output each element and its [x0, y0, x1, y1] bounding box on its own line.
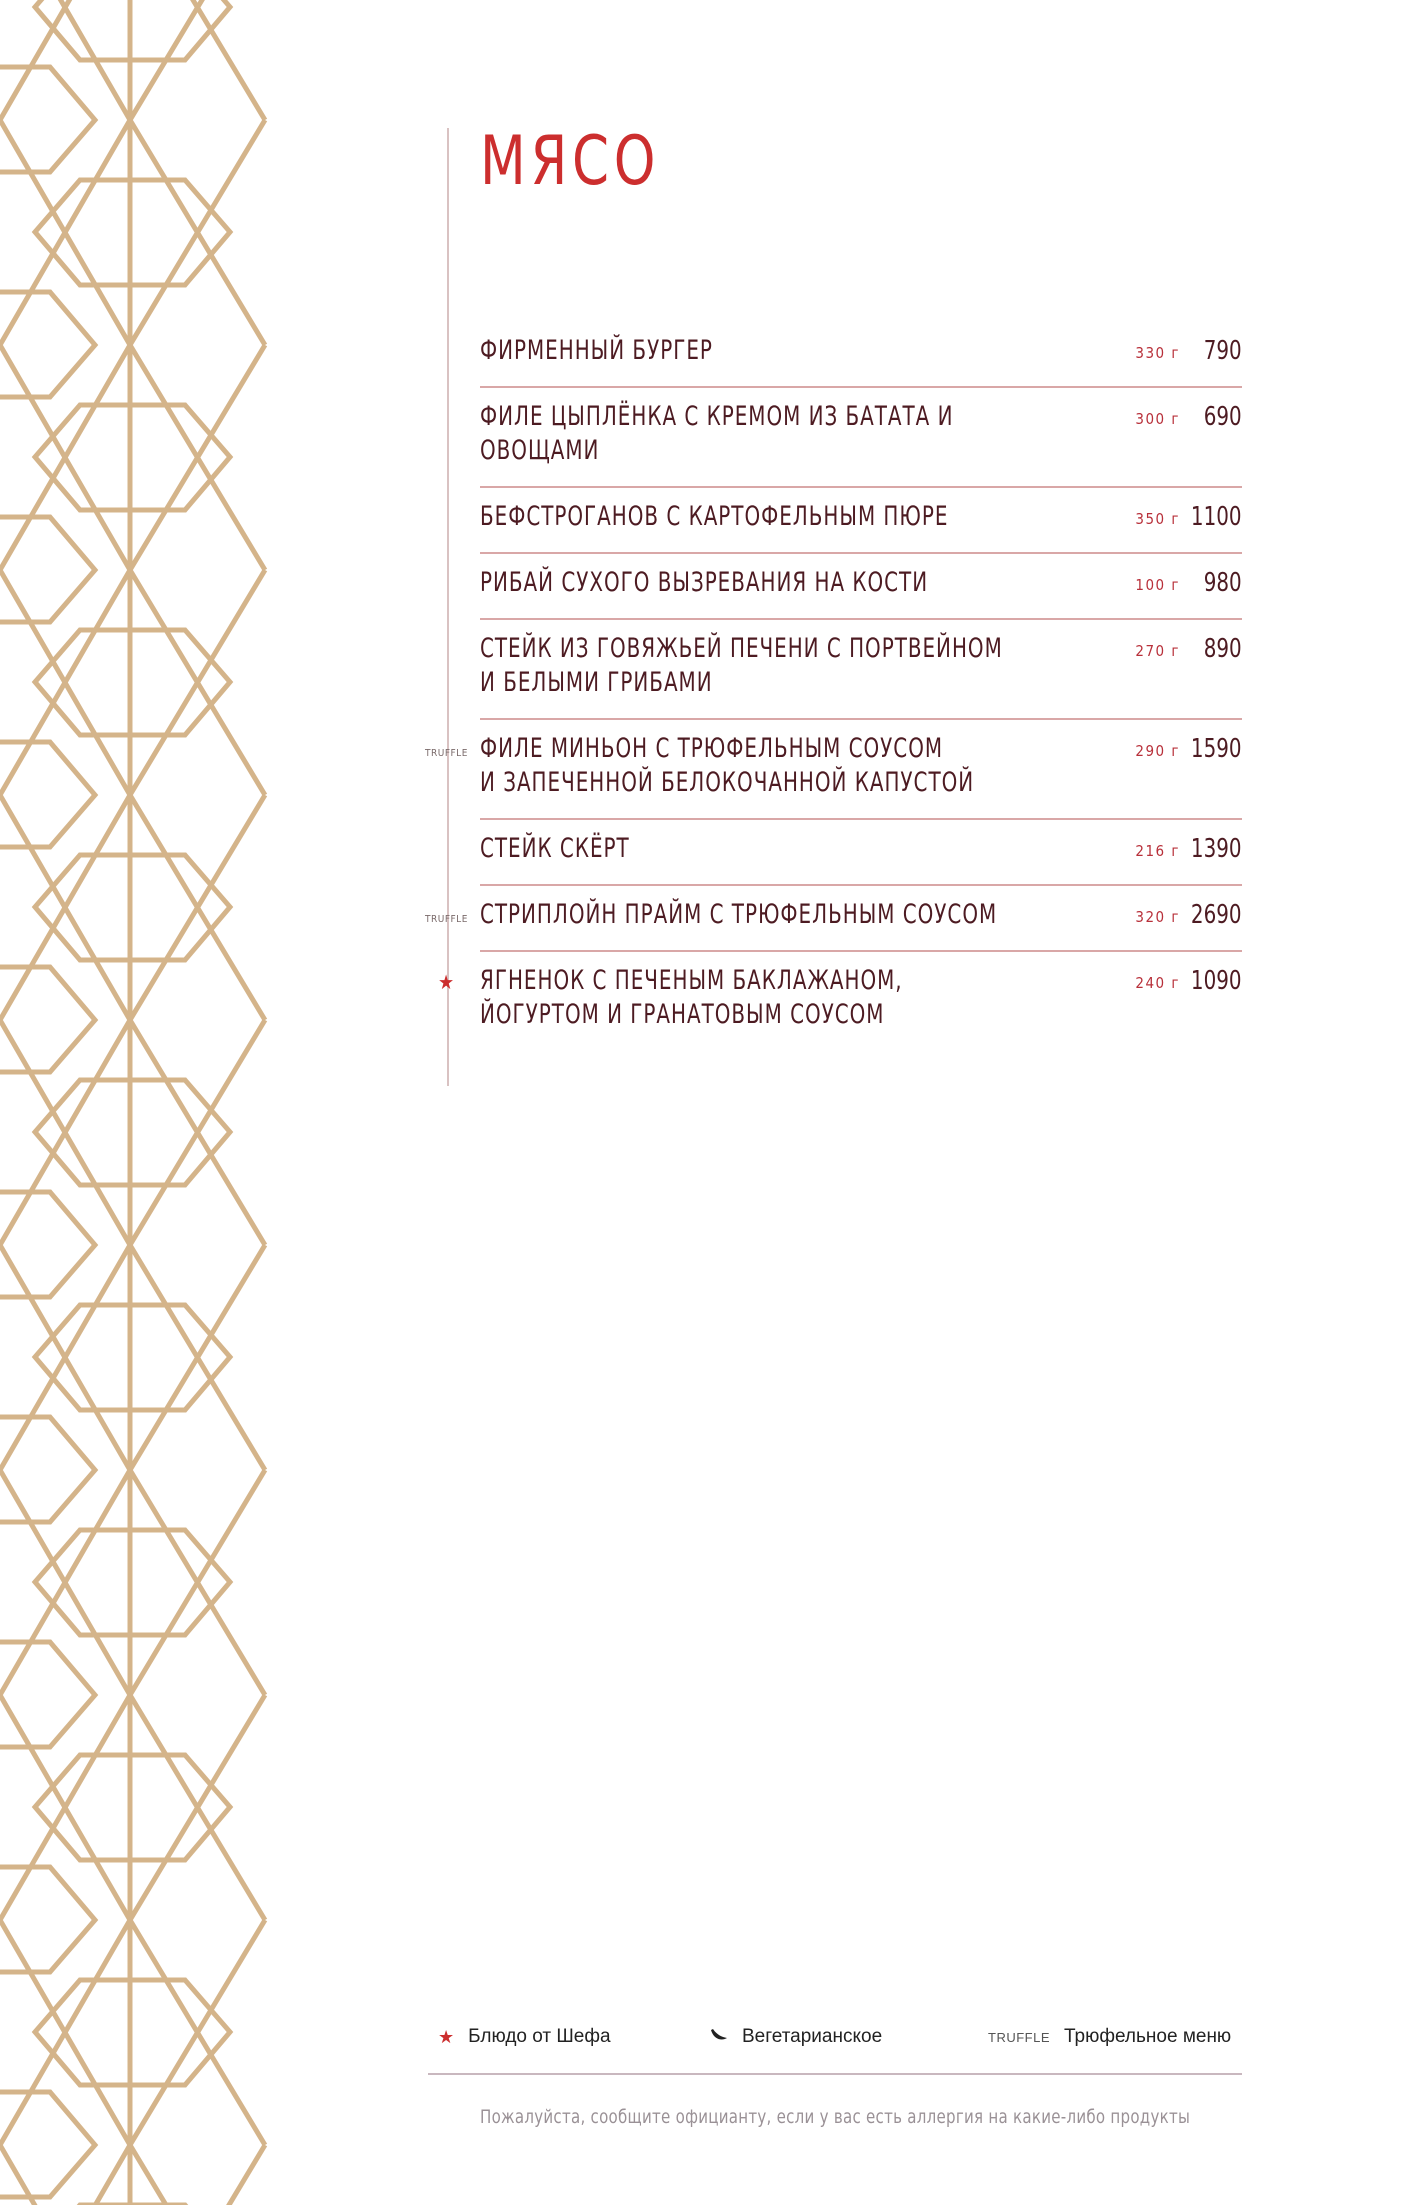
menu-item: [438, 952, 1242, 1050]
dish-price: 1100: [1191, 502, 1242, 532]
star-icon: ★: [438, 2026, 455, 2047]
dish-price: 1090: [1191, 966, 1242, 996]
menu-item: [480, 620, 1242, 720]
menu-item: [480, 820, 1242, 886]
menu-list: [425, 322, 1242, 1050]
dish-price: 890: [1204, 634, 1242, 664]
dish-price: 980: [1204, 568, 1242, 598]
dish-name: ФИЛЕ МИНЬОН С ТРЮФЕЛЬНЫМ СОУСОМ И ЗАПЕЧЕННОЙ БЕЛОКОЧАННОЙ КАПУСТОЙ: [480, 733, 975, 798]
truffle-tag: TRUFFLE: [425, 914, 468, 925]
legend-truffle-label: Трюфельное меню: [1064, 2026, 1232, 2047]
dish-name: БЕФСТРОГАНОВ С КАРТОФЕЛЬНЫМ ПЮРЕ: [480, 501, 949, 532]
truffle-tag: TRUFFLE: [988, 2029, 1050, 2045]
dish-name: ЯГНЕНОК С ПЕЧЕНЫМ БАКЛАЖАНОМ, ЙОГУРТОМ И ГРАНАТОВЫМ СОУСОМ: [480, 965, 903, 1030]
dish-name: ФИЛЕ ЦЫПЛЁНКА С КРЕМОМ ИЗ БАТАТА И ОВОЩАМИ: [480, 401, 954, 466]
dish-weight: 216 г: [1135, 842, 1180, 860]
dish-name: СТЕЙК ИЗ ГОВЯЖЬЕЙ ПЕЧЕНИ С ПОРТВЕЙНОМ И БЕЛЫМИ ГРИБАМИ: [480, 633, 1003, 698]
dish-price: 790: [1204, 336, 1242, 366]
legend-chef: [438, 2026, 611, 2048]
dish-name: РИБАЙ СУХОГО ВЫЗРЕВАНИЯ НА КОСТИ: [480, 567, 929, 598]
lattice-pattern-decoration: [0, 0, 270, 2205]
dish-weight: 350 г: [1135, 510, 1180, 528]
dish-price: 1590: [1191, 734, 1242, 764]
star-icon: ★: [438, 970, 455, 994]
dish-weight: 100 г: [1135, 576, 1180, 594]
legend-chef-label: Блюдо от Шефа: [468, 2026, 611, 2047]
menu-item: [480, 322, 1242, 388]
dish-weight: 330 г: [1135, 344, 1180, 362]
legend-vegetarian: [710, 2026, 882, 2048]
dish-price: 1390: [1191, 834, 1242, 864]
menu-item: [480, 388, 1242, 488]
dish-name: ФИРМЕННЫЙ БУРГЕР: [480, 335, 713, 366]
footer-divider: [428, 2073, 1242, 2075]
dish-weight: 240 г: [1135, 974, 1180, 992]
menu-item: [425, 720, 1242, 820]
dish-name: СТРИПЛОЙН ПРАЙМ С ТРЮФЕЛЬНЫМ СОУСОМ: [480, 899, 998, 930]
dish-price: 2690: [1191, 900, 1242, 930]
menu-item: [425, 886, 1242, 952]
legend-vegetarian-label: Вегетарианское: [742, 2026, 883, 2047]
dish-price: 690: [1204, 402, 1242, 432]
dish-weight: 320 г: [1135, 908, 1180, 926]
allergy-note: Пожалуйста, сообщите официанту, если у вас есть аллергия на какие-либо продукты: [480, 2106, 1191, 2128]
leaf-icon: [710, 2028, 728, 2047]
section-title: МЯСО: [480, 122, 661, 201]
dish-weight: 300 г: [1135, 410, 1180, 428]
menu-item: [480, 488, 1242, 554]
dish-weight: 270 г: [1135, 642, 1180, 660]
dish-name: СТЕЙК СКЁРТ: [480, 833, 630, 864]
truffle-tag: TRUFFLE: [425, 748, 468, 759]
legend-truffle: [988, 2026, 1231, 2048]
legend: [438, 2026, 1242, 2066]
vertical-divider: [447, 128, 449, 1086]
dish-weight: 290 г: [1135, 742, 1180, 760]
menu-item: [480, 554, 1242, 620]
